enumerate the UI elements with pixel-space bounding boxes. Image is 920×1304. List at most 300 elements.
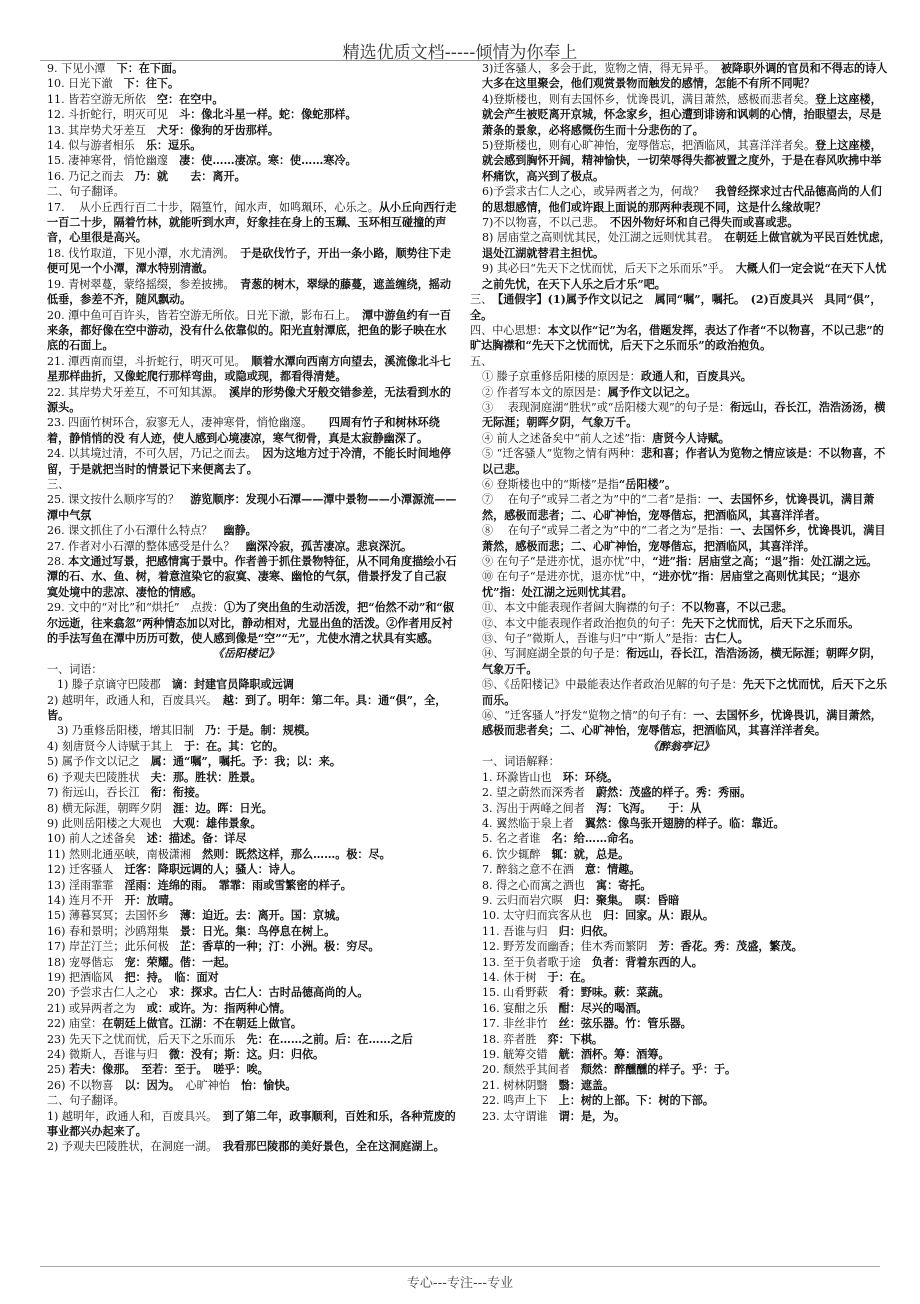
line-answer: 寓：寄托。 — [595, 878, 652, 892]
line-answer: 觥：酒杯。筹：酒筹。 — [558, 1048, 670, 1061]
text-line — [35, 554, 457, 600]
text-line — [470, 569, 892, 600]
line-answer: 衔远山，吞长江，浩浩汤汤，横无际涯；朝晖夕阴，气象万千。 — [482, 400, 886, 430]
text-line — [470, 554, 892, 569]
line-answer: 我看那巴陵郡的美好景色，全在这洞庭湖上。 — [222, 1140, 445, 1154]
text-line — [470, 492, 892, 523]
text-line — [35, 831, 457, 846]
line-answer: 微：没有；斯：这。归：归依。 — [168, 1048, 325, 1061]
line-answer: 悲和喜；作者认为览物之情应该是：不以物喜，不以己悲。 — [482, 447, 886, 476]
text-line — [470, 1001, 892, 1016]
text-line — [470, 61, 892, 92]
line-prompt: 7)不以物喜，不以己悲。 — [482, 216, 610, 230]
text-line — [470, 385, 892, 400]
page-header: 精选优质文档-----倾情为你奉上 — [342, 43, 578, 63]
line-answer: 不以物喜，不以己悲。 — [681, 601, 793, 615]
text-line — [470, 354, 892, 369]
line-prompt: 4) 刻唐贤今人诗赋于其上 — [47, 739, 184, 753]
line-answer: 一、去国怀乡，忧谗畏讥，满目萧然，感极而悲者矣；二、心旷神怡，宠辱偕忘，把酒临风，其喜洋洋者矣。 — [482, 709, 882, 738]
line-answer: 顺着水潭向西南方向望去，溪流像北斗七星那样曲折，又像蛇爬行那样弯曲，或隐或现，都看得清楚。 — [47, 354, 451, 384]
footer-rule — [40, 1266, 880, 1267]
line-prompt: 14) 连月不开 — [47, 893, 125, 907]
line-prompt: ⑤ “迁客骚人”览物之情有两种： — [482, 447, 642, 461]
line-answer: 本文以作“记”为名，借题发挥，表达了作者“不以物喜，不以己悲”的旷达胸襟和“先天下之忧而忧，后天下之乐而乐”的政治抱负。 — [470, 323, 884, 353]
text-line — [35, 477, 457, 492]
right-column — [470, 61, 892, 1241]
text-line — [470, 523, 892, 554]
line-answer: 泻：飞泻。 于：从 — [595, 801, 702, 815]
line-prompt: ⑧ 在句子“或异二者之为”中的“二者之为”是指： — [482, 524, 731, 538]
text-line — [470, 138, 892, 184]
line-answer: 属：通“嘱”，嘱托。予：我；以：来。 — [150, 755, 341, 769]
line-prompt: 29. 文中的“对比”和“烘托” 点拨： — [47, 601, 224, 615]
line-answer: 被降职外调的官员和不得志的诗人大多在这里聚会，他们观赏景物而触发的感情，怎能不有所不同呢？ — [482, 62, 888, 91]
line-answer: 幽静。 — [223, 524, 257, 538]
line-prompt: 四、中心思想： — [470, 323, 548, 337]
text-line — [35, 693, 457, 724]
line-answer: 薄：迫近。去：离开。国：京城。 — [179, 909, 347, 923]
line-answer: 大概人们一定会说“在天下人忧之前先忧，在天下人乐之后才乐”吧。 — [482, 262, 887, 291]
line-answer: 游览顺序：发现小石潭——潭中景物——小潭源流——潭中气氛 — [47, 493, 457, 522]
line-answer: 归：聚集。 暝：昏暗 — [573, 893, 680, 907]
line-answer: 古仁人。 — [704, 632, 749, 646]
text-line — [470, 431, 892, 446]
line-answer: 谓：是，为。 — [558, 1109, 626, 1123]
line-answer: 意：情趣。 — [584, 863, 641, 877]
line-answer: 然则：既然这样，那么……。极：尽。 — [202, 847, 391, 861]
line-prompt: 16. 宴酣之乐 — [482, 1001, 559, 1015]
text-line — [35, 1016, 457, 1031]
text-line — [470, 847, 892, 862]
line-prompt: 25. 课文按什么顺序写的？ — [47, 493, 191, 507]
line-answer: 蔚然：茂盛的样子。秀：秀丽。 — [595, 786, 752, 800]
text-line — [470, 939, 892, 954]
line-prompt: 12. 野芳发而幽香；佳木秀而繁阴 — [482, 940, 659, 954]
line-answer: 归：归依。 — [558, 924, 615, 938]
line-prompt: 22) 庙堂： — [47, 1017, 103, 1031]
line-prompt: 22. 其岸势犬牙差互，不可知其源。 — [47, 385, 230, 399]
line-prompt: 6) 予观夫巴陵胜状 — [47, 770, 151, 784]
line-prompt: 9. 云归而岩穴暝 — [482, 893, 574, 907]
text-line — [35, 908, 457, 923]
line-prompt: 23) 先天下之忧而忧，后天下之乐而乐 — [47, 1032, 247, 1046]
text-line — [470, 261, 892, 292]
line-answer: 唐贤今人诗赋。 — [652, 431, 730, 445]
line-prompt: ⑦ 在句子“或异二者之为”中的“二者”是指： — [482, 493, 708, 507]
line-prompt: ⑬、句子“微斯人，吾谁与归”中“斯人”是指： — [482, 632, 705, 646]
line-answer: 潭中游鱼约有一百来条，都好像在空中游动，没有什么依靠似的。阳光直射潭底，把鱼的影子映在水底的石面上。 — [47, 308, 451, 353]
line-prompt: 12. 斗折蛇行，明灭可见 — [47, 108, 180, 122]
line-prompt: 24) 微斯人，吾谁与归 — [47, 1048, 169, 1061]
text-line — [35, 924, 457, 939]
line-prompt: 16. 乃记之而去 — [47, 169, 135, 183]
text-line — [470, 323, 892, 354]
line-prompt: 13) 淫雨霏霏 — [47, 878, 125, 892]
line-prompt: 10) 前人之述备矣 — [47, 832, 147, 846]
text-line — [470, 646, 892, 677]
text-line — [35, 354, 457, 385]
line-prompt: 23. 四面竹树环合，寂寥无人，凄神寒骨，悄怆幽邃。 — [47, 416, 329, 430]
line-prompt: 24. 以其境过清，不可久居，乃记之而去。 — [47, 447, 263, 461]
text-line — [35, 600, 457, 646]
line-prompt: 14. 似与游者相乐 — [47, 139, 146, 153]
line-prompt: ⑫、本文中能表现作者政治抱负的句子： — [482, 616, 682, 630]
line-prompt: ⑨ 在句子“是进亦忧，退亦忧”中， — [482, 555, 653, 568]
line-answer: 乃：就 去：离开。 — [134, 169, 246, 183]
line-prompt: 2) 越明年，政通人和，百废具兴。 — [47, 693, 223, 707]
line-prompt: 17. 非丝非竹 — [482, 1017, 559, 1031]
text-line — [470, 831, 892, 846]
text-line — [35, 1062, 457, 1077]
text-line — [470, 616, 892, 631]
line-prompt: ④ 前人之述备矣中“前人之述”指： — [482, 431, 653, 445]
line-prompt: 15. 凄神寒骨，悄怆幽邃 — [47, 154, 180, 168]
text-line — [470, 1032, 892, 1047]
line-answer: 迁客：降职远调的人；骚人：诗人。 — [124, 863, 302, 877]
line-answer: 属予作文以记之。 — [607, 385, 697, 399]
text-line — [35, 1047, 457, 1062]
line-prompt: 17. 从小丘西行百二十步，隔篁竹，闻水声，如鸣珮环，心乐之。 — [47, 200, 379, 214]
line-answer: “岳阳楼”。 — [618, 477, 677, 491]
line-answer: 酣：尽兴的喝酒。 — [558, 1001, 648, 1015]
line-answer: 政通人和，百废具兴。 — [640, 370, 752, 384]
text-line — [35, 184, 457, 199]
text-line — [470, 400, 892, 431]
line-answer: 怡：愉快。 — [240, 1078, 297, 1092]
text-line — [35, 1109, 457, 1140]
line-answer: 芳：香花。秀：茂盛，繁茂。 — [658, 940, 803, 954]
line-prompt: 3) 乃重修岳阳楼，增其旧制 — [57, 724, 206, 738]
line-prompt: 18. 伐竹取道，下见小潭，水尤清洌。 — [47, 246, 241, 260]
line-answer: 不因外物好坏和自己得失而或喜或悲。 — [609, 216, 799, 230]
line-prompt: 19) 把酒临风 — [47, 970, 125, 984]
line-answer: 颓然：醉醺醺的样子。乎：于。 — [580, 1063, 737, 1077]
line-answer: 负者：背着东西的人。 — [591, 955, 703, 969]
text-line — [35, 123, 457, 138]
text-line — [470, 184, 892, 215]
line-prompt: 10. 太守归而宾客从也 — [482, 909, 604, 923]
line-answer: 宠：荣耀。偕：一起。 — [124, 955, 236, 969]
line-prompt: 15. 山肴野蔌 — [482, 986, 559, 1000]
line-answer: 先天下之忧而忧，后天下之乐而乐。 — [482, 678, 887, 707]
text-line — [35, 1139, 457, 1154]
line-prompt: 21. 潭西南而望，斗折蛇行，明灭可见。 — [47, 354, 252, 368]
line-answer: 名：给……命名。 — [551, 832, 641, 846]
line-answer: 上：树的上部。下：树的下部。 — [558, 1094, 714, 1108]
text-line — [35, 415, 457, 446]
line-prompt: 19. 觥筹交错 — [482, 1048, 559, 1061]
line-prompt: 11) 然则北通巫峡，南极潇湘 — [47, 847, 203, 861]
text-line — [35, 862, 457, 877]
line-prompt: 9. 下见小潭 — [47, 62, 117, 75]
line-answer: 下：在下面。 — [116, 62, 184, 75]
text-line — [35, 939, 457, 954]
line-answer: 在朝廷上做官就为平民百姓忧虑，退处江湖就替君主担忧。 — [482, 231, 891, 260]
text-line — [35, 277, 457, 308]
line-answer: 辄：就，总是。 — [551, 847, 630, 861]
line-prompt: 18. 弈者胜 — [482, 1032, 548, 1046]
line-answer: 下：往下。 — [123, 77, 180, 91]
text-line — [470, 477, 892, 492]
line-prompt: 14. 休于树 — [482, 970, 548, 984]
text-line — [35, 677, 457, 692]
line-answer: 若夫：像那。 至若：至于。 嗟乎：唉。 — [68, 1063, 269, 1077]
line-prompt: 21. 树林阴翳 — [482, 1078, 559, 1092]
text-line — [470, 801, 892, 816]
section-title — [35, 646, 457, 661]
line-prompt: 三、 — [47, 477, 70, 491]
line-answer: 归：回家。从：跟从。 — [603, 909, 714, 923]
text-line — [35, 1078, 457, 1093]
line-answer: 登上这座楼，就会产生被贬离开京城，怀念家乡，担心遭到诽谤和讽刺的心情，抬眼望去，尽是萧条的景象，必将感慨伤生而十分悲伤的了。 — [482, 92, 882, 137]
text-line — [35, 92, 457, 107]
line-answer: 乐：逗乐。 — [145, 139, 202, 153]
text-line — [470, 862, 892, 877]
line-answer: 肴：野味。蔌：菜蔬。 — [558, 986, 670, 1000]
line-answer: 越：到了。明年：第二年。具：通“俱”，全，皆。 — [47, 693, 447, 723]
text-line — [470, 970, 892, 985]
line-answer: 一、去国怀乡，忧谗畏讥，满目萧然，感极而悲者；二、心旷神怡，宠辱偕忘，把酒临风，其喜洋洋者。 — [482, 493, 875, 522]
text-line — [470, 1093, 892, 1108]
line-answer: 先天下之忧而忧，后天下之乐而乐。 — [681, 616, 860, 630]
text-line — [35, 76, 457, 91]
text-line — [35, 847, 457, 862]
line-answer: 夫：那。胜状：胜景。 — [150, 770, 262, 784]
text-line — [35, 878, 457, 893]
line-prompt: 《醉翁亭记》 — [647, 739, 715, 753]
line-prompt: 2. 望之蔚然而深秀者 — [482, 786, 596, 800]
text-line — [470, 754, 892, 769]
line-prompt: 6)予尝求古仁人之心，或异两者之为，何哉？ — [482, 185, 716, 199]
line-answer: 凄：使……凄凉。寒：使……寒冷。 — [179, 154, 357, 168]
text-line — [35, 61, 457, 76]
line-answer: 在朝廷上做官。江湖：不在朝廷上做官。 — [102, 1017, 302, 1031]
text-line — [35, 308, 457, 354]
line-prompt: 3. 泻出于两峰之间者 — [482, 801, 596, 815]
line-prompt: 1) 越明年，政通人和，百废具兴。 — [47, 1109, 223, 1123]
line-prompt: 22. 鸣声上下 — [482, 1094, 559, 1108]
line-answer: 大观：雄伟景象。 — [172, 816, 262, 830]
text-line — [470, 292, 892, 323]
text-line — [35, 893, 457, 908]
line-prompt: 五、 — [470, 354, 493, 368]
line-prompt: 13. 其岸势犬牙差互 — [47, 123, 157, 137]
text-line — [35, 801, 457, 816]
line-answer: 一、去国怀乡，忧谗畏讥，满目萧然，感极而悲；二、心旷神怡，宠辱偕忘，把酒临风，其喜洋洋。 — [482, 524, 886, 553]
text-line — [470, 215, 892, 230]
text-line — [35, 970, 457, 985]
text-line — [35, 107, 457, 122]
line-prompt: 1) 滕子京谪守巴陵郡 — [57, 678, 172, 692]
line-answer: 谪：封建官员降职或远调 — [171, 678, 294, 692]
line-prompt: 23. 太守谓谁 — [482, 1109, 559, 1123]
line-prompt: 7. 醉翁之意不在酒 — [482, 863, 585, 877]
page-footer: 专心---专注---专业 — [406, 1276, 514, 1291]
text-line — [470, 924, 892, 939]
line-prompt: 9) 其必曰“先天下之忧而忧，后天下之乐而乐”乎。 — [482, 262, 736, 276]
line-prompt: 一、词语： — [47, 662, 103, 676]
line-prompt: 4)登斯楼也，则有去国怀乡，忧谗畏讥，满目萧然，感极而悲者矣。 — [482, 92, 816, 106]
left-column — [35, 61, 457, 1239]
line-prompt: 5)登斯楼也，则有心旷神怡，宠辱偕忘，把酒临风，其喜洋洋者矣。 — [482, 139, 816, 153]
line-prompt: ⑥ 登斯楼也中的“斯楼”是指 — [482, 477, 619, 491]
line-prompt: 3)迁客骚人，多会于此，览物之情，得无异乎。 — [482, 62, 721, 75]
line-prompt: ⑭、写洞庭湖全景的句子是： — [482, 647, 627, 661]
line-answer: 以：因为。 — [124, 1078, 175, 1092]
text-line — [35, 785, 457, 800]
line-prompt: 1. 环滁皆山也 — [482, 770, 563, 784]
line-prompt: 5. 名之者谁 — [482, 832, 552, 846]
text-line — [35, 770, 457, 785]
text-line — [35, 1032, 457, 1047]
line-prompt: 15) 薄暮冥冥；去国怀乡 — [47, 909, 180, 923]
line-answer: “进”指：居庙堂之高；“退”指：处江湖之远。 — [652, 555, 878, 568]
text-line — [470, 677, 892, 708]
text-line — [470, 1109, 892, 1124]
line-prompt: 8) 居庙堂之高则忧其民，处江湖之远则忧其君。 — [482, 231, 725, 245]
line-answer: 我曾经探求过古代品德高尚的人们的思想感情，他们或许跟上面说的那两种表现不同，这是什么缘故呢？ — [482, 185, 882, 214]
line-answer: 景：日光。集：鸟停息在树上。 — [179, 924, 336, 938]
line-prompt: 《岳阳楼记》 — [212, 647, 280, 661]
line-answer: 从小丘向西行走一百二十步，隔着竹林，就能听到水声，好象挂在身上的玉珮、玉环相互碰撞的声音，心里很是高兴。 — [47, 200, 457, 245]
line-prompt: 16) 春和景明；沙鸥翔集 — [47, 924, 180, 938]
line-answer: 于：在。其：它的。 — [183, 739, 284, 753]
line-prompt: 8. 得之心而寓之酒也 — [482, 878, 596, 892]
line-prompt: 4. 翼然临于泉上者 — [482, 816, 585, 830]
line-answer: 溪岸的形势像犬牙般交错参差，无法看到水的源头。 — [47, 385, 451, 414]
text-line — [35, 153, 457, 168]
text-line — [470, 1047, 892, 1062]
line-answer: 淫雨：连绵的雨。 霏霏：雨或雪繁密的样子。 — [124, 878, 352, 892]
line-prompt: 6. 饮少辄醉 — [482, 847, 552, 861]
line-answer: 登上这座楼，就会感到胸怀开阔，精神愉快，一切荣辱得失都被置之度外，于是在春风吹拂中举杯痛饮，高兴到了极点。 — [482, 139, 882, 183]
text-line — [35, 754, 457, 769]
line-prompt: 三、 — [470, 293, 498, 307]
line-prompt: 25) — [47, 1063, 69, 1077]
text-line — [470, 446, 892, 477]
line-prompt: 13. 至于负者歌于途 — [482, 955, 592, 969]
text-line — [35, 200, 457, 246]
line-prompt: 5) 属予作文以记之 — [47, 755, 151, 769]
line-answer: 开：放晴。 — [124, 893, 180, 907]
line-prompt: 8) 横无际涯，朝晖夕阴 — [47, 801, 173, 815]
text-line — [470, 893, 892, 908]
line-answer: 因为这地方过于冷清，不能长时间地停留，于是就把当时的情景记下来便离去了。 — [47, 447, 451, 476]
line-answer: 环：环绕。 — [562, 770, 619, 784]
line-prompt: ② 作者写本文的原因是： — [482, 385, 608, 399]
line-answer: 弈：下棋。 — [547, 1032, 604, 1046]
line-answer: 【通假字】(1)属予作文以记之 属同“嘱”，嘱托。 (2)百废具兴 具同“俱”，全。 — [470, 293, 882, 322]
text-line — [470, 878, 892, 893]
text-line — [35, 523, 457, 538]
line-prompt: 28. — [47, 555, 69, 568]
line-prompt: 11. 吾谁与归 — [482, 924, 559, 938]
line-answer: 涯：边。晖：日光。 — [172, 801, 273, 815]
line-prompt: ⑩ 在句子“是进亦忧，退亦忧”中， — [482, 570, 653, 584]
text-line — [470, 92, 892, 138]
line-prompt: 27. 作者对小石潭的整体感受是什么？ — [47, 539, 246, 553]
text-line — [470, 1016, 892, 1031]
text-line — [35, 662, 457, 677]
line-answer: 求：探求。古仁人：古时品德高尚的人。 — [168, 986, 369, 1000]
line-prompt: 12) 迁客骚人 — [47, 863, 125, 877]
text-line — [35, 385, 457, 416]
text-line — [470, 708, 892, 739]
line-answer: 四周有竹子和树林环绕着，静悄悄的没 有人迹，使人感到心境凄凉，寒气彻骨，真是太寂静幽深了。 — [47, 416, 440, 445]
line-prompt: ① 滕子京重修岳阳楼的原因是： — [482, 370, 641, 384]
line-answer: 青葱的树木，翠绿的藤蔓，遮盖缠绕，摇动低垂，参差不齐，随风飘动。 — [47, 277, 451, 307]
text-line — [35, 739, 457, 754]
text-line — [35, 169, 457, 184]
line-answer: 述：描述。备：详尽 — [146, 832, 247, 846]
line-prompt: 10. 日光下澈 — [47, 77, 124, 91]
line-answer: 把：持。 临：面对 — [124, 970, 219, 984]
text-line — [35, 246, 457, 277]
line-prompt: 17) 岸芷汀兰；此乐何极 — [47, 940, 180, 954]
text-line — [470, 770, 892, 785]
line-prompt: 20. 潭中鱼可百许头，皆若空游无所依。日光下澈，影布石上。 — [47, 308, 363, 322]
line-answer: 斗：像北斗星一样。蛇：像蛇那样。 — [179, 108, 357, 122]
line-answer: 翼然：像鸟张开翅膀的样子。临：靠近。 — [584, 816, 785, 830]
line-prompt: 18) 宠辱偕忘 — [47, 955, 125, 969]
text-line — [35, 985, 457, 1000]
line-answer: 幽深冷寂，孤苦凄凉。悲哀深沉。 — [245, 539, 413, 553]
line-answer: 空：在空中。 — [156, 92, 224, 106]
section-title — [470, 739, 892, 754]
text-line — [35, 955, 457, 970]
line-prompt: 7) 衔远山，吞长江 — [47, 786, 151, 800]
text-line — [35, 1001, 457, 1016]
text-line — [35, 446, 457, 477]
line-prompt: 一、词语解释： — [482, 755, 560, 769]
text-line — [35, 539, 457, 554]
line-answer: 先：在……之前。后：在……之后 — [246, 1032, 413, 1046]
line-answer: 于是砍伐竹子，开出一条小路，顺势往下走便可见一个小潭，潭水特别清澈。 — [47, 246, 451, 276]
line-answer: 犬牙：像狗的牙齿那样。 — [156, 123, 279, 137]
line-prompt: 20. 颓然乎其间者 — [482, 1063, 581, 1077]
text-line — [470, 1078, 892, 1093]
line-prompt: 2) 予观夫巴陵胜状，在洞庭一湖。 — [47, 1140, 223, 1154]
text-line — [35, 138, 457, 153]
line-answer: “进亦忧”指：居庙堂之高则忧其民；“退亦忧”指：处江湖之远则忧其君。 — [482, 570, 860, 599]
text-line — [470, 985, 892, 1000]
line-answer: 或：或许。为：指两种心情。 — [146, 1001, 291, 1015]
text-line — [470, 600, 892, 615]
text-line — [470, 816, 892, 831]
line-prompt: 二、句子翻译。 — [47, 185, 125, 199]
text-line — [470, 785, 892, 800]
line-prompt: 20) 予尝求古仁人之心 — [47, 986, 169, 1000]
text-line — [470, 1062, 892, 1077]
line-prompt: ⑯、“迁客骚人”抒发“览物之情”的句子有： — [482, 709, 694, 723]
line-answer: 于：在。 — [547, 970, 592, 984]
line-answer: 芷：香草的一种；汀：小洲。极：穷尽。 — [179, 940, 380, 954]
line-prompt: 心旷神怡 — [174, 1078, 241, 1092]
line-answer: 衔远山，吞长江，浩浩汤汤，横无际涯；朝晖夕阴，气象万千。 — [482, 647, 882, 676]
line-prompt: ⑪、本文中能表现作者阔大胸襟的句子： — [482, 601, 682, 615]
text-line — [470, 230, 892, 261]
text-line — [35, 492, 457, 523]
line-prompt: 26. 课文抓住了小石潭什么特点？ — [47, 524, 224, 538]
text-line — [35, 723, 457, 738]
text-line — [470, 369, 892, 384]
line-prompt: 21) 或异两者之为 — [47, 1001, 147, 1015]
text-line — [35, 816, 457, 831]
line-prompt: 19. 青树翠蔓，蒙络摇缀，参差披拂。 — [47, 277, 241, 291]
line-answer: 乃：于是。制：规模。 — [205, 724, 316, 738]
line-answer: 衔：衔接。 — [150, 786, 207, 800]
line-prompt: ③ 表现洞庭湖“胜状”或“岳阳楼大观”的句子是： — [482, 400, 731, 414]
